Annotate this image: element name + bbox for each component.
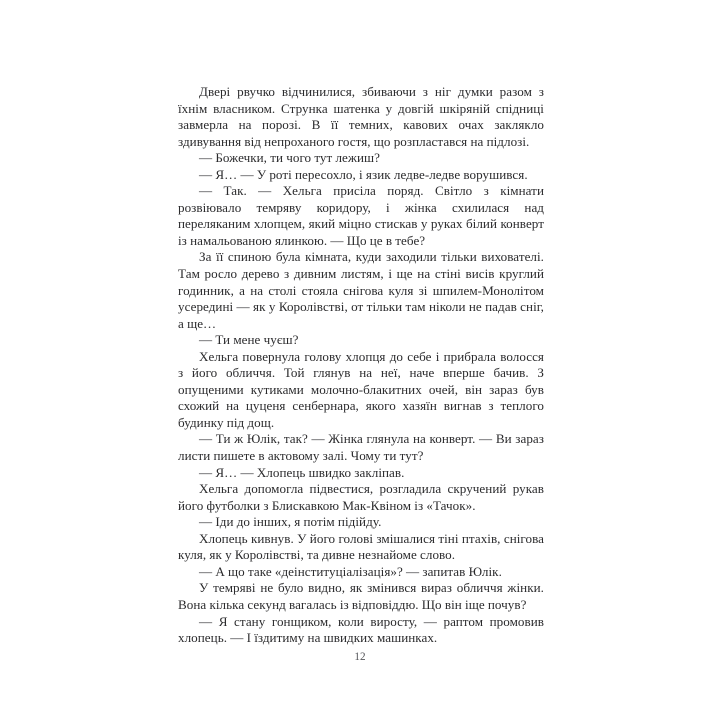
paragraph: Хельга повернула голову хлопця до себе і прибрала волосся з його обличчя. Той глянув на неї, наче вперше бачив. З опущеними кутиками молочно-блакитних очей, він зараз був схожий на цуценя сенбернара, якого хазяїн вигнав з теплого будинку під дощ. — [178, 348, 544, 430]
paragraph: — Я стану гонщиком, коли виросту, — раптом промовив хлопець. — І їздитиму на швидких машинках. — [178, 613, 544, 646]
paragraph: Хельга допомогла підвестися, розгладила скручений рукав його футболки з Блискавкою Мак-Квіном із «Тачок». — [178, 481, 544, 513]
page-text-block — [178, 84, 544, 647]
paragraph: — Ти мене чуєш? — [199, 332, 299, 348]
paragraph: — Так. — Хельга присіла поряд. Світло з кімнати розвіювало темряву коридору, і жінка схилилася над переляканим хлопцем, який міцно стискав у руках білий конверт із намальованою ялинкою. — Що це в тебе? — [178, 183, 544, 248]
paragraph: — Божечки, ти чого тут лежиш? — [199, 150, 381, 166]
paragraph: — Ти ж Юлік, так? — Жінка глянула на конверт. — Ви зараз листи пишете в актовому залі. Чому ти тут? — [178, 431, 544, 464]
paragraph: Двері рвучко відчинилися, збиваючи з ніг думки разом з їхнім власником. Струнка шатенка у довгій шкіряній спідниці завмерла на порозі. В її темних, кавових очах заклякло здивування від непроханого гостя, що розпластався на підлозі. — [178, 84, 544, 149]
paragraph: У темряві не було видно, як змінився вираз обличчя жінки. Вона кілька секунд вагалась із відповіддю. Що він іще почув? — [178, 580, 544, 612]
paragraph: — Іди до інших, я потім підійду. — [199, 514, 382, 530]
page-number: 12 — [354, 651, 366, 663]
paragraph: За її спиною була кімната, куди заходили тільки вихователі. Там росло дерево з дивним листям, і ще на стіні висів круглий годинник, а на столі стояла снігова куля зі шпилем-Монолітом усередині — як у Королівстві, от тільки там ніколи не падав сніг, а ще… — [178, 249, 544, 331]
paragraph: — Я… — Хлопець швидко закліпав. — [199, 464, 405, 480]
paragraph: Хлопець кивнув. У його голові змішалися тіні птахів, снігова куля, як у Королівстві, та дивне незнайоме слово. — [178, 530, 544, 563]
paragraph: — А що таке «деінституціалізація»? — запитав Юлік. — [199, 563, 502, 579]
paragraph: — Я… — У роті пересохло, і язик ледве-ледве ворушився. — [199, 166, 528, 182]
